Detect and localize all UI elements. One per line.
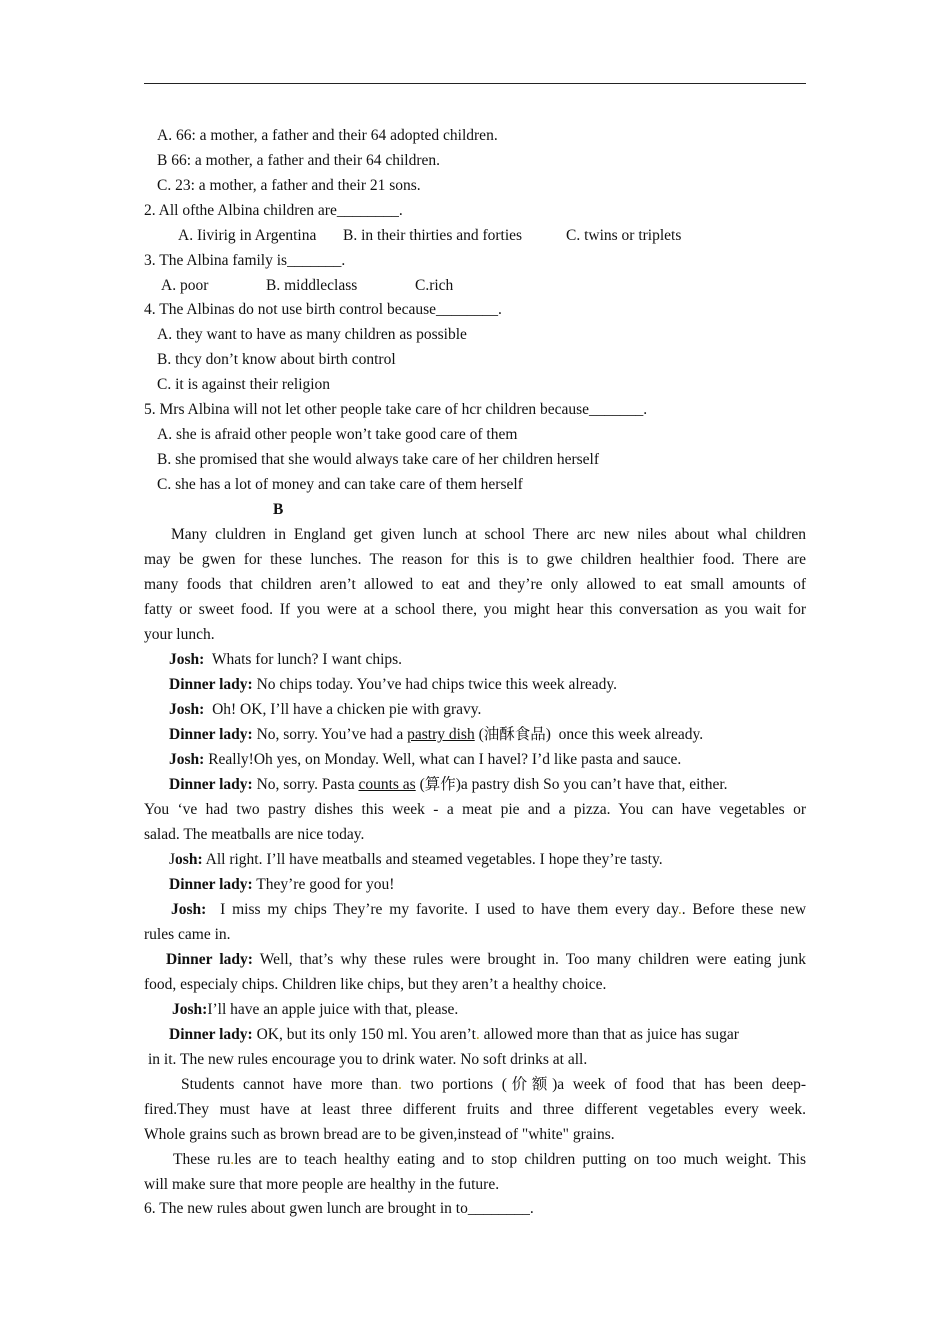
speaker-dinner-lady: Dinner lady: — [166, 951, 253, 968]
mark-dot: . — [677, 901, 682, 918]
dialogue-line-8 — [169, 875, 394, 895]
speaker-dinner-lady: Dinner lady: — [169, 776, 253, 793]
header-rule — [144, 83, 806, 84]
q5-option-b: B. she promised that she would always take care of her children herself — [157, 451, 600, 468]
speaker-josh: Josh: — [169, 751, 205, 768]
intro-line-3: many foods that children aren’t allowed to eat and they’re only allowed to eat small amounts of — [144, 576, 806, 593]
q1-option-c: C. 23: a mother, a father and their 21 sons. — [157, 177, 421, 194]
dialogue-line-9 — [171, 900, 806, 920]
dialogue-text: They’re good for you! — [256, 876, 395, 893]
speaker-josh: Josh: — [172, 1001, 208, 1018]
paragraph-text: les are to teach healthy eating and to stop children putting on too much weight. This — [234, 1151, 806, 1168]
q5-option-a: A. she is afraid other people won’t take good care of them — [157, 426, 518, 443]
dialogue-line-10b: food, especialy chips. Children like chips, but they aren’t a healthy choice. — [144, 976, 607, 993]
q3-option-a: A. poor — [161, 277, 209, 294]
speaker-josh: Josh: — [169, 651, 205, 668]
dialogue-text: No, sorry. You’ve had a — [256, 726, 404, 743]
dialogue-text: I miss my chips They’re my favorite. I used to have them every day — [220, 901, 678, 918]
dialogue-text: No chips today. You’ve had chips twice this week already. — [256, 676, 617, 693]
paragraph-2-line-3: Whole grains such as brown bread are to be given,instead of "white" grains. — [144, 1126, 615, 1143]
vocab-term: counts as — [358, 776, 416, 793]
q4-stem: 4. The Albinas do not use birth control because________. — [144, 301, 502, 318]
q1-option-a: A. 66: a mother, a father and their 64 adopted children. — [157, 127, 498, 144]
dialogue-text: Whats for lunch? I want chips. — [211, 651, 403, 668]
q6-stem: 6. The new rules about gwen lunch are brought in to________. — [144, 1200, 534, 1217]
dialogue-line-4 — [169, 725, 703, 745]
paragraph-3-line-1 — [173, 1150, 806, 1170]
q4-option-b: B. thcy don’t know about birth control — [157, 351, 396, 368]
dialogue-line-10 — [166, 950, 806, 970]
mark-dot: . — [230, 1151, 235, 1168]
paragraph-2-line-1 — [181, 1075, 806, 1095]
speaker-josh: Josh: — [169, 701, 205, 718]
paragraph-text: These ru — [173, 1151, 231, 1168]
q4-option-c: C. it is against their religion — [157, 376, 331, 393]
dialogue-text: No, sorry. Pasta — [256, 776, 355, 793]
dialogue-line-12b: in it. The new rules encourage you to drink water. No soft drinks at all. — [148, 1051, 588, 1068]
dialogue-text: OK, but its only 150 ml. You aren’t — [256, 1026, 476, 1043]
dialogue-text: allowed more than that as juice has sugar — [479, 1026, 739, 1043]
dialogue-line-6 — [169, 775, 728, 795]
speaker-dinner-lady: Dinner lady: — [169, 676, 253, 693]
intro-line-1: Many cluldren in England get given lunch at school There arc new niles about whal children — [171, 526, 806, 543]
q5-option-c: C. she has a lot of money and can take care of them herself — [157, 476, 523, 493]
paragraph-text: Students cannot have more than — [181, 1076, 398, 1093]
dialogue-line-12 — [169, 1025, 739, 1045]
dialogue-line-5 — [169, 750, 681, 770]
dialogue-line-11 — [172, 1000, 458, 1020]
dialogue-text: I’ll have an apple juice with that, please. — [207, 1001, 459, 1018]
mark-dot: . — [397, 1076, 402, 1093]
dialogue-text: Really!Oh yes, on Monday. Well, what can I havel? I’d like pasta and sauce. — [208, 751, 682, 768]
speaker-josh-initial: J — [169, 851, 176, 868]
dialogue-line-2 — [169, 675, 617, 695]
q5-stem: 5. Mrs Albina will not let other people take care of hcr children because_______. — [144, 401, 648, 418]
dialogue-line-6c: salad. The meatballs are nice today. — [144, 826, 365, 843]
dialogue-text: a pastry dish So you can’t have that, either. — [460, 776, 728, 793]
speaker-dinner-lady: Dinner lady: — [169, 726, 253, 743]
section-b-heading: B — [273, 501, 284, 518]
paragraph-2-line-2: fired.They must have at least three different fruits and three different vegetables every week. — [144, 1101, 806, 1118]
dialogue-text: Well, that’s why these rules were brought in. Too many children were eating junk — [259, 951, 806, 968]
paragraph-3-line-2: will make sure that more people are healthy in the future. — [144, 1176, 500, 1193]
dialogue-line-9b: rules came in. — [144, 926, 231, 943]
dialogue-line-1 — [169, 650, 402, 670]
dialogue-line-7 — [169, 850, 663, 870]
speaker-josh: osh: — [175, 851, 203, 868]
q4-option-a: A. they want to have as many children as possible — [157, 326, 467, 343]
q2-stem: 2. All ofthe Albina children are________. — [144, 202, 403, 219]
q2-option-c: C. twins or triplets — [566, 227, 682, 244]
vocab-term: pastry dish — [407, 726, 475, 743]
q2-option-a: A. Iivirig in Argentina — [178, 227, 317, 244]
intro-line-5: your lunch. — [144, 626, 215, 643]
q1-option-b: B 66: a mother, a father and their 64 children. — [157, 152, 441, 169]
dialogue-line-3 — [169, 700, 481, 720]
intro-line-2: may be gwen for these lunches. The reason for this is to gwe children healthier food. There are — [144, 551, 806, 568]
dialogue-text: once this week already. — [558, 726, 704, 743]
q2-option-b: B. in their thirties and forties — [343, 227, 523, 244]
speaker-dinner-lady: Dinner lady: — [169, 1026, 253, 1043]
q3-option-b: B. middleclass — [266, 277, 358, 294]
dialogue-text: . Before these new — [681, 901, 807, 918]
vocab-gloss: (油酥食品) — [478, 726, 551, 743]
mark-dot: . — [475, 1026, 480, 1043]
dialogue-text: All right. I’ll have meatballs and steamed vegetables. I hope they’re tasty. — [205, 851, 663, 868]
q3-stem: 3. The Albina family is_______. — [144, 252, 346, 269]
paragraph-text: two portions (价额)a week of food that has been deep- — [401, 1076, 806, 1093]
speaker-dinner-lady: Dinner lady: — [169, 876, 253, 893]
intro-line-4: fatty or sweet food. If you were at a school there, you might hear this conversation as you wait for — [144, 601, 806, 618]
speaker-josh: Josh: — [171, 901, 207, 918]
vocab-gloss: (算作) — [419, 776, 461, 793]
q3-option-c: C.rich — [415, 277, 454, 294]
dialogue-text: Oh! OK, I’ll have a chicken pie with gravy. — [212, 701, 482, 718]
dialogue-line-6b: You ‘ve had two pastry dishes this week - a meat pie and a pizza. You can have vegetables or — [144, 801, 806, 818]
